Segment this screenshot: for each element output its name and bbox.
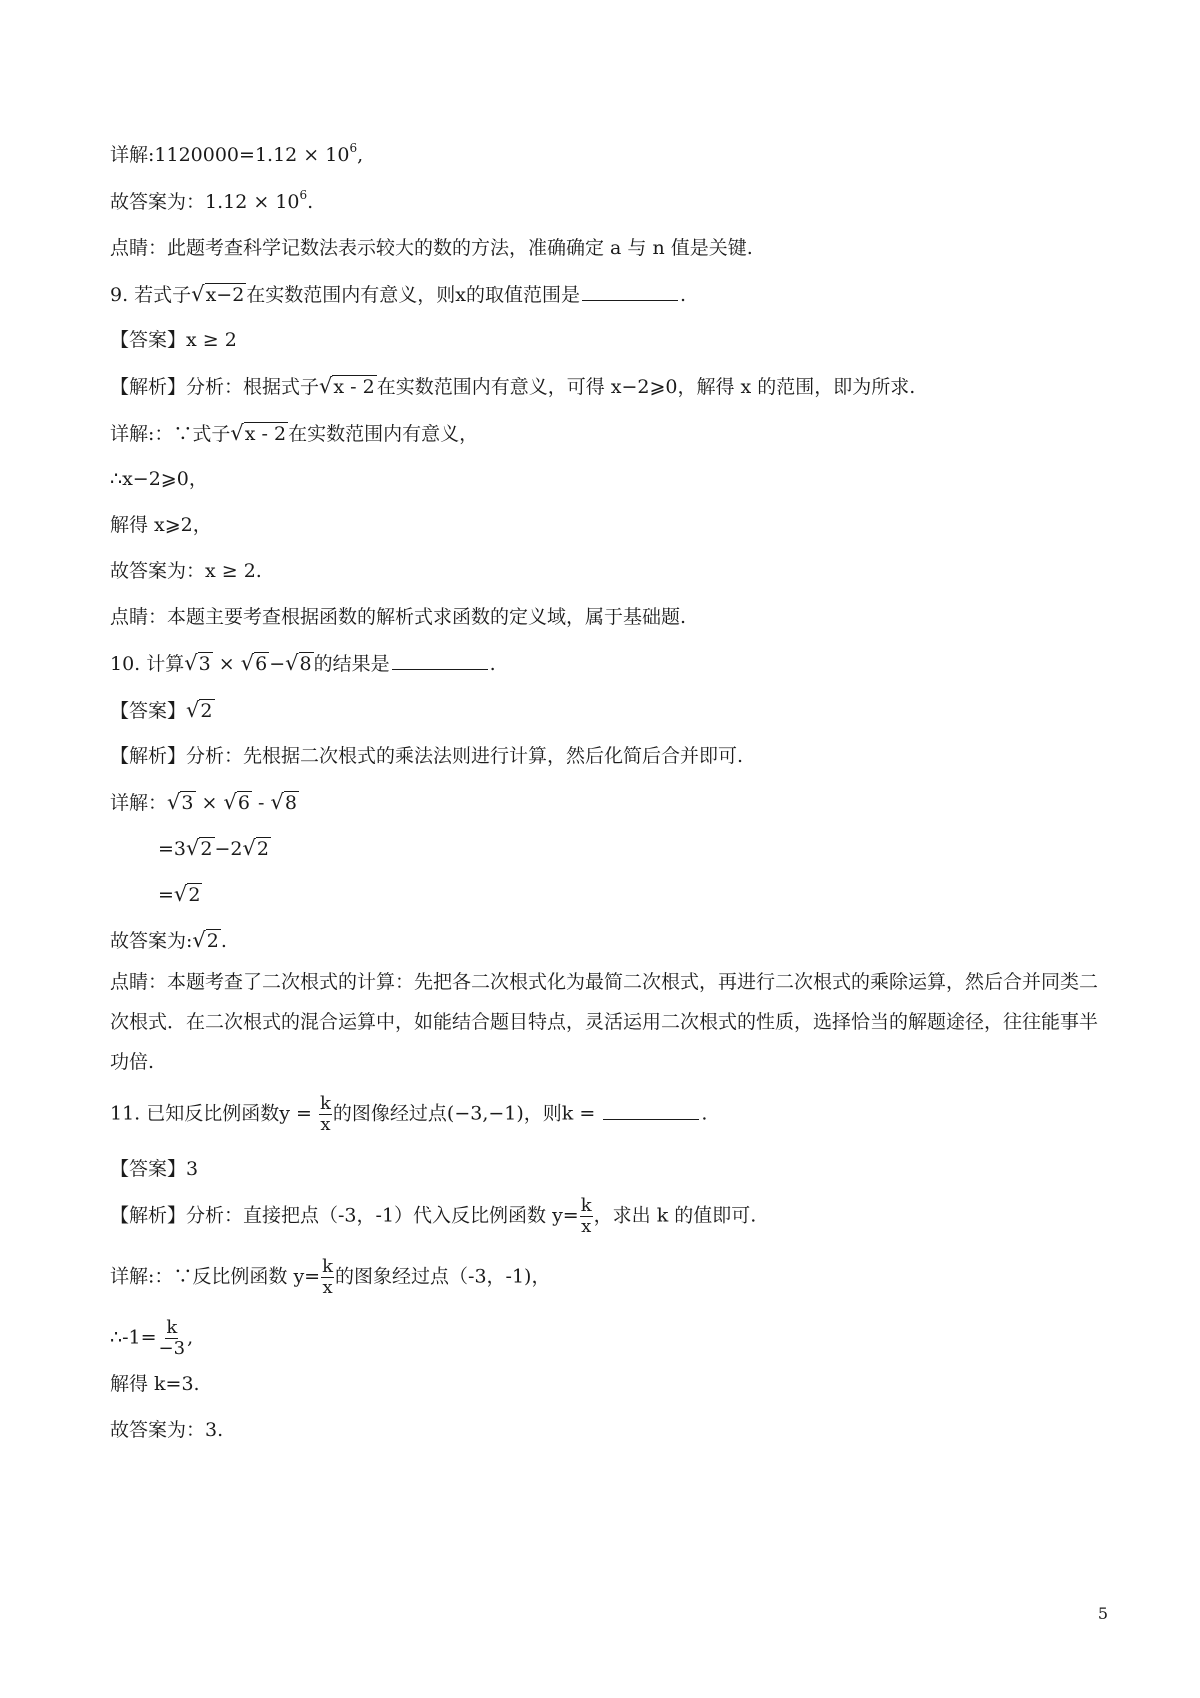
answer-label: 【答案】 <box>110 700 187 722</box>
text: 的图象经过点（-3，-1)， <box>335 1265 551 1288</box>
text: 详解： <box>110 792 168 814</box>
comment-paragraph: 点睛：本题考查了二次根式的计算：先把各二次根式化为最简二次根式，再进行二次根式的乘除运算，然后合并同类二次根式．在二次根式的混合运算中，如能结合题目特点，灵活运用二次根式的性质，选择恰当的解题途径，往往能事半功倍. <box>110 971 1099 1073</box>
text: =3 <box>158 838 187 860</box>
sqrt-expression: √3 <box>167 790 194 814</box>
math-mantissa: 1.12 × 10 <box>254 144 350 166</box>
answer-blank <box>603 1118 699 1120</box>
question-text: 的结果是 <box>313 653 390 675</box>
sqrt-expression: √2 <box>186 836 213 860</box>
question-text: 11. 已知反比例函数y = <box>110 1102 318 1125</box>
detail-10 <box>110 789 1110 816</box>
question-number: 9. 若式子 <box>110 284 192 306</box>
math-exponent: 6 <box>349 141 358 155</box>
sqrt-expression: √2 <box>173 882 201 906</box>
sqrt-expression: √x - 2 <box>319 374 375 398</box>
text: × <box>212 653 241 675</box>
step-line: ∴x−2⩾0， <box>110 468 208 490</box>
page-number: 5 <box>1097 1604 1108 1623</box>
analysis-label: 【解析】 <box>110 1204 187 1227</box>
solution-detail-line <box>110 142 1110 168</box>
step-line: 解得 x⩾2， <box>110 514 212 536</box>
text: 详解:：∵反比例函数 y= <box>110 1265 321 1288</box>
text: −2 <box>214 838 243 860</box>
text: , <box>187 1326 194 1349</box>
answer-9 <box>110 327 1110 353</box>
math-mantissa: 1.12 × 10 <box>205 191 300 213</box>
text: - <box>251 792 271 814</box>
analysis-10 <box>110 743 1110 769</box>
text: 故答案为： <box>110 191 206 213</box>
answer-label: 【答案】 <box>110 1158 187 1180</box>
sqrt-expression: √x - 2 <box>230 421 287 445</box>
sqrt-expression: √8 <box>270 790 297 814</box>
text: × <box>195 792 224 814</box>
text: 故答案为: <box>110 930 193 952</box>
question-number: 10. 计算 <box>110 653 185 675</box>
question-11 <box>110 1094 1110 1135</box>
question-9 <box>110 281 1110 308</box>
analysis-9 <box>110 373 1110 400</box>
text: 分析：根据式子 <box>186 376 320 398</box>
question-text: 在实数范围内有意义，则x的取值范围是 <box>246 284 581 306</box>
sqrt-expression: √x−2 <box>191 282 245 306</box>
text: − <box>269 653 286 675</box>
sqrt-expression: √3 <box>184 651 211 675</box>
sqrt-expression: √8 <box>285 651 312 675</box>
analysis-label: 【解析】 <box>110 745 187 767</box>
question-text: 的图像经过点(−3,−1)，则k = <box>332 1102 602 1125</box>
answer-value: x ≥ 2 <box>186 329 237 351</box>
step-line <box>158 881 1110 908</box>
answer-blank <box>392 668 488 670</box>
answer-label: 【答案】 <box>110 329 187 351</box>
question-10 <box>110 650 1110 677</box>
answer-line <box>110 189 1110 215</box>
text: 详解:：∵式子 <box>110 423 231 445</box>
answer-11 <box>110 1156 1110 1182</box>
analysis-11 <box>110 1196 1110 1237</box>
step-line: 故答案为：x ≥ 2. <box>110 560 262 582</box>
text: 分析：先根据二次根式的乘法法则进行计算，然后化简后合并即可. <box>186 745 744 767</box>
answer-blank <box>582 299 678 301</box>
fraction: $\frac{k}{x}$ <box>580 1195 592 1237</box>
comment-line: 点睛：本题主要考查根据函数的解析式求函数的定义域，属于基础题. <box>110 606 687 628</box>
answer-line: 故答案为：3. <box>110 1419 224 1441</box>
answer-value: 3 <box>186 1158 199 1180</box>
sqrt-expression: √2 <box>186 698 213 722</box>
text: . <box>701 1102 708 1125</box>
analysis-label: 【解析】 <box>110 376 187 398</box>
detail-9 <box>110 420 1110 447</box>
step-line <box>158 835 1110 862</box>
step-line: 解得 k=3. <box>110 1373 200 1395</box>
math-exponent: 6 <box>299 188 308 202</box>
sqrt-expression: √2 <box>192 928 219 952</box>
fraction: $\frac{k}{x}$ <box>320 1093 331 1135</box>
sqrt-expression: √6 <box>240 651 268 675</box>
text: . <box>307 191 314 213</box>
fraction: $\frac{k}{-3}$ <box>158 1317 186 1359</box>
text: 在实数范围内有意义， <box>288 423 479 445</box>
text: . <box>680 284 687 306</box>
text: ∴-1= <box>110 1326 157 1349</box>
answer-line <box>110 927 1110 954</box>
text: 详解:1120000= <box>110 144 255 166</box>
text: . <box>489 653 496 675</box>
comment-line: 点睛：此题考查科学记数法表示较大的数的方法，准确确定 a 与 n 值是关键. <box>110 237 753 259</box>
text: , <box>357 144 364 166</box>
text: 在实数范围内有意义，可得 x−2⩾0，解得 x 的范围，即为所求. <box>376 376 916 398</box>
fraction: $\frac{k}{x}$ <box>322 1256 334 1298</box>
text: 分析：直接把点（-3，-1）代入反比例函数 y= <box>186 1204 579 1227</box>
text: = <box>158 884 174 906</box>
detail-11 <box>110 1257 1110 1298</box>
text: ，求出 k 的值即可. <box>593 1204 757 1227</box>
sqrt-expression: √2 <box>242 836 269 860</box>
text: . <box>220 930 227 952</box>
step-line <box>110 1318 1110 1359</box>
sqrt-expression: √6 <box>223 790 250 814</box>
answer-10 <box>110 697 1110 724</box>
